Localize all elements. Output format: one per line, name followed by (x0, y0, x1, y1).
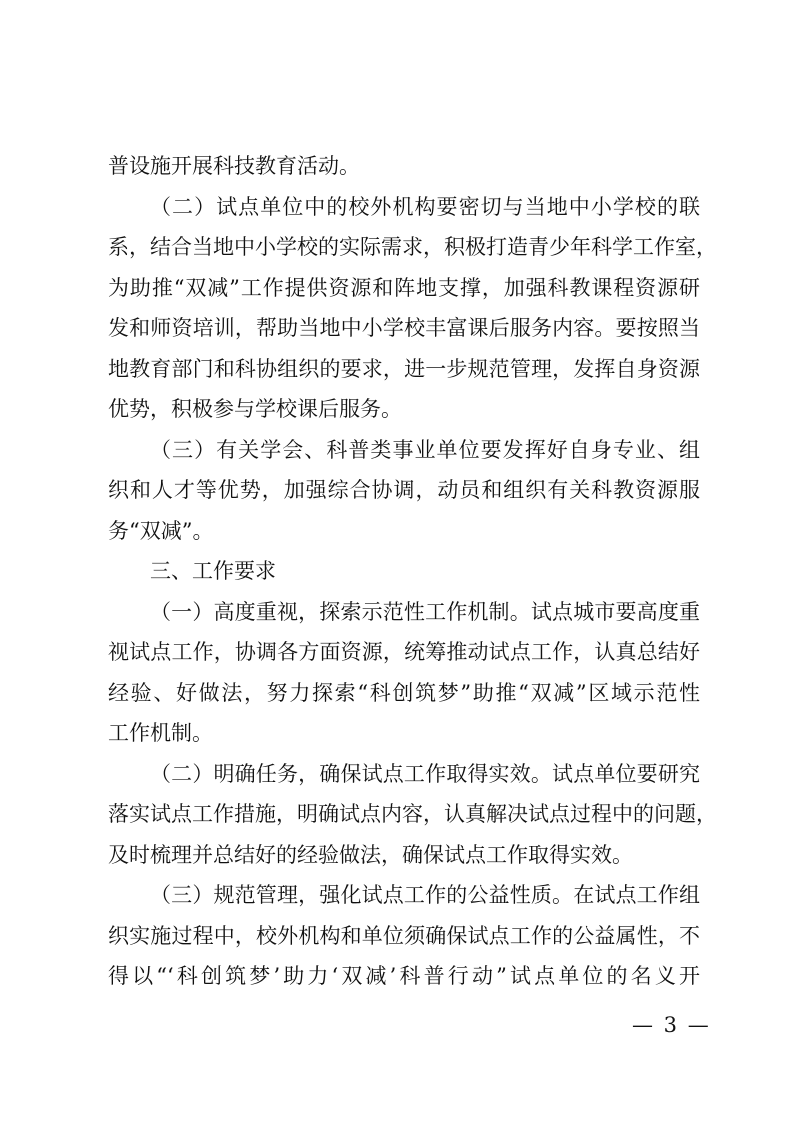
section-heading: 三、工作要求 (150, 559, 276, 583)
line-09: 织和人才等优势，加强综合协调，动员和组织有关科教资源服 (108, 478, 700, 502)
line-17: 落实试点工作措施，明确试点内容，认真解决试点过程中的问题， (108, 802, 717, 826)
line-01: 普设施开展科技教育活动。 (108, 154, 360, 178)
line-08: （三）有关学会、科普类事业单位要发挥好自身专业、组 (150, 437, 700, 462)
line-06: 地教育部门和科协组织的要求，进一步规范管理，发挥自身资源 (108, 356, 700, 381)
line-02: （二）试点单位中的校外机构要密切与当地中小学校的联 (150, 194, 700, 219)
line-04: 为助推“双减”工作提供资源和阵地支撑，加强科教课程资源研 (108, 275, 700, 300)
line-16: （二）明确任务，确保试点工作取得实效。试点单位要研究 (150, 761, 700, 786)
document-body (108, 146, 717, 997)
line-13: 视试点工作，协调各方面资源，统筹推动试点工作，认真总结好 (108, 640, 700, 664)
page-number: — 3 — (632, 1013, 711, 1037)
line-14: 经验、好做法，努力探索“科创筑梦”助推“双减”区域示范性 (108, 680, 700, 705)
line-12: （一）高度重视，探索示范性工作机制。试点城市要高度重 (150, 599, 700, 624)
line-15: 工作机制。 (108, 721, 213, 745)
line-18: 及时梳理并总结好的经验做法，确保试点工作取得实效。 (108, 842, 633, 867)
line-19: （三）规范管理，强化试点工作的公益性质。在试点工作组 (150, 883, 700, 907)
line-03: 系，结合当地中小学校的实际需求，积极打造青少年科学工作室， (108, 235, 717, 259)
line-07: 优势，积极参与学校课后服务。 (108, 397, 402, 421)
line-20: 织实施过程中，校外机构和单位须确保试点工作的公益属性，不 (108, 923, 700, 948)
line-21: 得以“‘科创筑梦’助力‘双减’科普行动”试点单位的名义开 (108, 964, 700, 988)
line-10: 务“双减”。 (108, 518, 214, 543)
line-05: 发和师资培训，帮助当地中小学校丰富课后服务内容。要按照当 (108, 316, 700, 340)
